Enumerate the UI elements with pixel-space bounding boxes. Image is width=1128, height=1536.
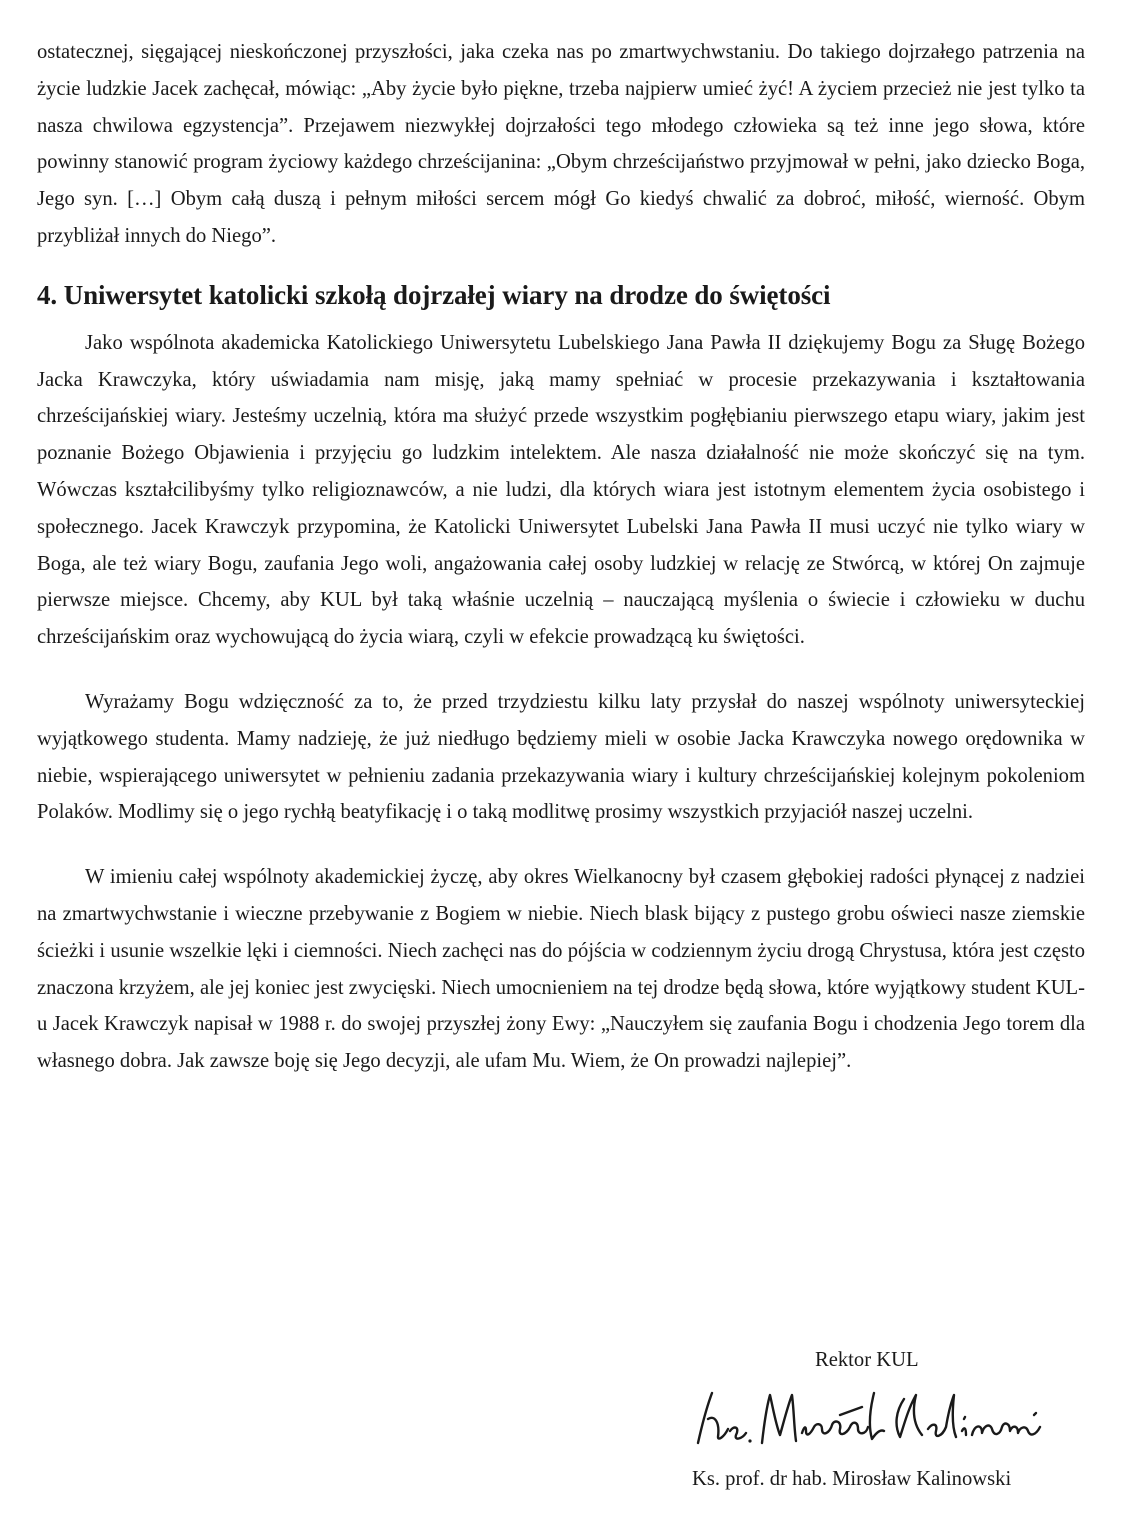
signer-name: Ks. prof. dr hab. Mirosław Kalinowski (692, 1468, 1012, 1490)
intro-paragraph: ostatecznej, sięgającej nieskończonej przyszłości, jaka czeka nas po zmartwychwstaniu. Do takiego dojrzałego patrzenia na życie ludzkie Jacek zachęcał, mówiąc: „Aby życie było piękne, trzeba najpierw umieć żyć! A życiem przecież nie jest tylko ta nasza chwilowa egzystencja”. Przejawem niezwykłej dojrzałości tego młodego człowieka są też inne jego słowa, które powinny stanowić program życiowy każdego chrześcijanina: „Obym chrześcijaństwo przyjmował w pełni, jako dziecko Boga, Jego syn. […] Obym całą duszą i pełnym miłości sercem mógł Go kiedyś chwalić za dobroć, miłość, wierność. Obym przybliżał innych do Niego”. (37, 41, 1085, 247)
paragraph-spacer (37, 831, 1085, 859)
section-heading: 4. Uniwersytet katolicki szkołą dojrzałej wiary na drodze do świętości (37, 279, 831, 310)
handwritten-signature (690, 1385, 1050, 1455)
letter-body (37, 34, 1085, 1080)
section-paragraph-2: Wyrażamy Bogu wdzięczność za to, że przed trzydziestu kilku laty przysłał do naszej wspólnoty uniwersyteckiej wyjątkowego studenta. Mamy nadzieję, że już niedługo będziemy mieli w osobie Jacka Krawczyka nowego orędownika w niebie, wspierającego uniwersytet w pełnieniu zadania przekazywania wiary i kultury chrześcijańskiej kolejnym pokoleniom Polaków. Modlimy się o jego rychłą beatyfikację i o taką modlitwę prosimy wszystkich przyjaciół naszej uczelni. (37, 690, 1085, 824)
section-paragraph-3: W imieniu całej wspólnoty akademickiej życzę, aby okres Wielkanocny był czasem głębokiej radości płynącej z nadziei na zmartwychwstanie i wieczne przebywanie z Bogiem w niebie. Niech blask bijący z pustego grobu oświeci nasze ziemskie ścieżki i usunie wszelkie lęki i ciemności. Niech zachęci nas do pójścia w codziennym życiu drogą Chrystusa, która jest często znaczona krzyżem, ale jej koniec jest zwycięski. Niech umocnieniem na tej drodze będą słowa, które wyjątkowy student KUL-u Jacek Krawczyk napisał w 1988 r. do swojej przyszłej żony Ewy: „Nauczyłem się zaufania Bogu i chodzenia Jego torem dla własnego dobra. Jak zawsze boję się Jego decyzji, ale ufam Mu. Wiem, że On prowadzi najlepiej”. (37, 866, 1085, 1073)
paragraph-spacer (37, 656, 1085, 684)
signer-role: Rektor KUL (815, 1349, 919, 1371)
section-paragraph-1: Jako wspólnota akademicka Katolickiego Uniwersytetu Lubelskiego Jana Pawła II dziękujemy Bogu za Sługę Bożego Jacka Krawczyka, który uświadamia nam misję, jaką mamy spełniać w procesie przekazywania i kształtowania chrześcijańskiej wiary. Jesteśmy uczelnią, która ma służyć przede wszystkim pogłębianiu pierwszego etapu wiary, jakim jest poznanie Bożego Objawienia i przyjęciu go ludzkim intelektem. Ale nasza działalność nie może skończyć się na tym. Wówczas kształcilibyśmy tylko religioznawców, a nie ludzi, dla których wiara jest istotnym elementem życia osobistego i społecznego. Jacek Krawczyk przypomina, że Katolicki Uniwersytet Lubelski Jana Pawła II musi uczyć nie tylko wiary w Boga, ale też wiary Bogu, zaufania Jego woli, angażowania całej osoby ludzkiej w relację ze Stwórcą, w której On zajmuje pierwsze miejsce. Chcemy, aby KUL był taką właśnie uczelnią – nauczającą myślenia o świecie i człowieku w duchu chrześcijańskim oraz wychowującą do życia wiarą, czyli w efekcie prowadzącą ku świętości. (37, 331, 1085, 649)
